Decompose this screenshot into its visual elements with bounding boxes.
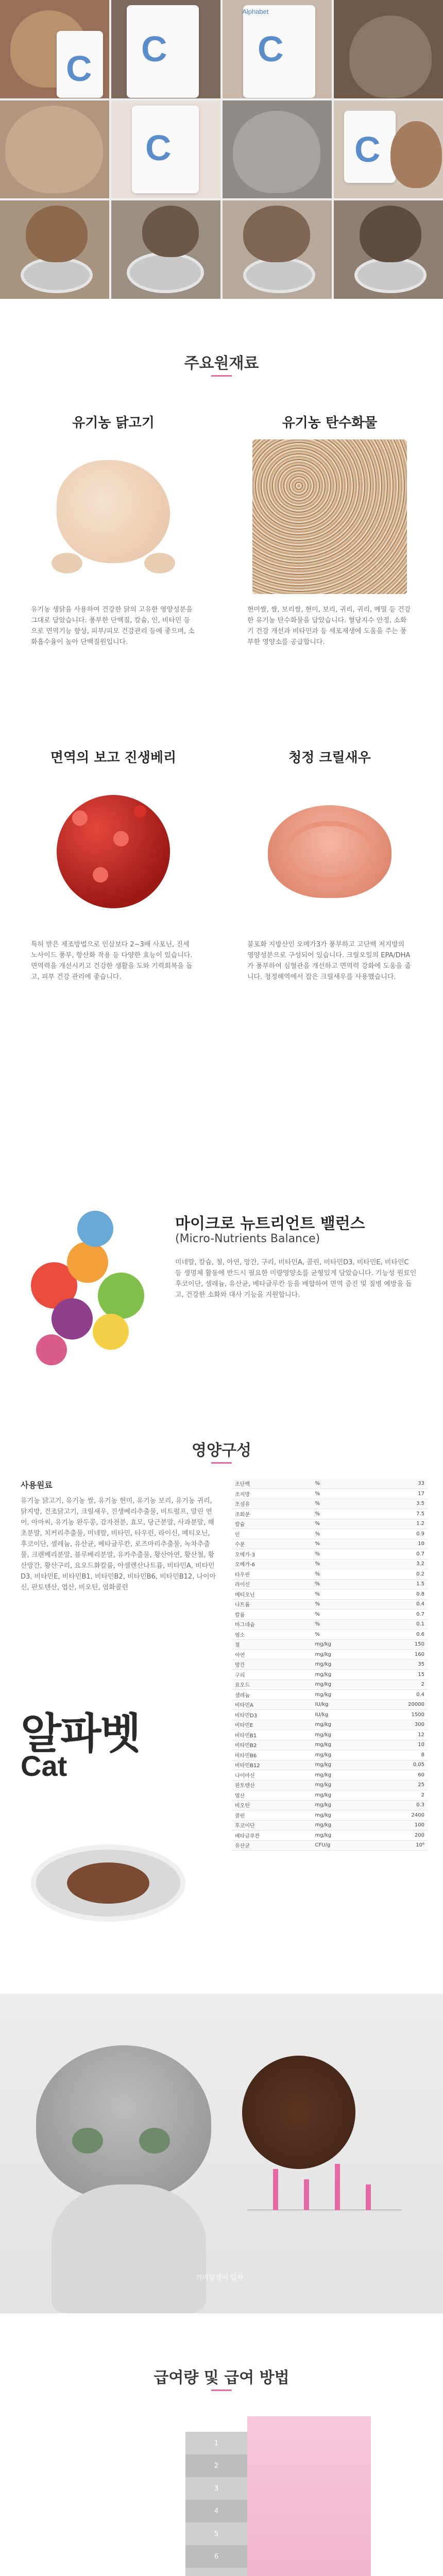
nutrient-unit: mg/kg: [312, 1750, 370, 1760]
nutrient-name: 비오틴: [232, 1800, 312, 1810]
nutrient-unit: %: [312, 1579, 370, 1589]
nutrient-name: 유산균: [232, 1840, 312, 1851]
nutrient-value: 10⁶: [370, 1840, 428, 1851]
nutrition-row: [232, 1639, 428, 1650]
nutrient-value: 7.5: [370, 1509, 428, 1519]
nutrient-value: 0.8: [370, 1589, 428, 1600]
grains-image: [252, 439, 407, 594]
nutrient-name: 오메가-6: [232, 1559, 312, 1569]
nutrient-unit: %: [312, 1630, 370, 1640]
weight-row: 5: [185, 2522, 247, 2545]
nutrient-name: 엽산: [232, 1790, 312, 1801]
nutrient-name: 콜린: [232, 1810, 312, 1821]
nutrient-unit: mg/kg: [312, 1800, 370, 1810]
weight-row: 3: [185, 2477, 247, 2500]
nutrient-name: 셀레늄: [232, 1690, 312, 1700]
nutrition-row: [232, 1740, 428, 1750]
nutrition-row: [232, 1790, 428, 1801]
nutrient-name: 칼륨: [232, 1609, 312, 1620]
nutrient-unit: mg/kg: [312, 1760, 370, 1770]
nutrition-row: [232, 1690, 428, 1700]
nutrient-value: 1500: [370, 1710, 428, 1720]
nutrition-row: [232, 1710, 428, 1720]
photo-cat-on-bag: [0, 0, 109, 98]
nutrient-name: 비타민A: [232, 1700, 312, 1710]
feeding-weight-scale: [185, 2432, 247, 2576]
photo-bag-right: C Alphabet: [223, 0, 332, 98]
kibble-label: 기미알갱이 입자: [196, 2274, 244, 2282]
weight-row: 4: [185, 2500, 247, 2522]
nutrient-name: 오메가-3: [232, 1549, 312, 1560]
nutrition-row: [232, 1810, 428, 1821]
nutrition-row: [232, 1670, 428, 1680]
photo-cat-tabby: [0, 100, 109, 199]
nutrient-value: 0.9: [370, 1529, 428, 1539]
nutrient-unit: %: [312, 1489, 370, 1499]
nutrition-row: [232, 1569, 428, 1580]
ingredients-title-underline: [211, 375, 232, 377]
nutrient-value: 20000: [370, 1700, 428, 1710]
nutrition-row: [232, 1730, 428, 1740]
weight-row: 2: [185, 2454, 247, 2477]
nutrition-row: [232, 1680, 428, 1690]
feeding-title-underline: [211, 2389, 232, 2391]
nutrient-name: 조단백: [232, 1479, 312, 1489]
photo-cat-eating-4: [334, 200, 443, 299]
nutrient-unit: mg/kg: [312, 1659, 370, 1670]
nutrition-title-underline: [211, 1462, 232, 1464]
ingredient-carbs: [237, 412, 422, 648]
nutrition-row: [232, 1499, 428, 1509]
nutrient-name: 망간: [232, 1659, 312, 1670]
nutrient-value: 0.6: [370, 1630, 428, 1640]
micro-desc: 미네랄, 칼슘, 철, 아연, 망간, 구리, 비타민A, 콜린, 비타민D3, 비타민E, 비타민C 등 생명체 활동에 반드시 필요한 미량영양소를 균형있게 담았습니다. 기능성 원료인 후코이단, 셀레늄, 유산균, 베타글루칸 등을 배합하여 면역 증진 및 질병 예방을 돕고, 건강한 소화와 대사 기능을 지원합니다.: [175, 1259, 417, 1299]
nutrition-row: [232, 1519, 428, 1529]
nutrition-row: [232, 1720, 428, 1730]
ingredient-name: 면역의 보고 진생베리: [50, 750, 177, 766]
raw-materials-title: 사용원료: [21, 1480, 53, 1490]
nutrient-unit: mg/kg: [312, 1740, 370, 1750]
nutrition-row: [232, 1599, 428, 1609]
ginseng-berry-image: [36, 774, 191, 929]
nutrient-name: 조섬유: [232, 1499, 312, 1509]
nutrient-value: 10: [370, 1539, 428, 1549]
nutrition-row: [232, 1760, 428, 1770]
gray-cat-image: [21, 2014, 237, 2313]
nutrient-name: 수분: [232, 1539, 312, 1549]
nutrition-row: [232, 1619, 428, 1630]
photo-cat-eating-1: [0, 200, 109, 299]
weight-row: [185, 2568, 247, 2576]
nutrition-row: [232, 1579, 428, 1589]
nutrient-name: 라이신: [232, 1579, 312, 1589]
ingredient-desc: 유기농 생닭을 사용하여 건강한 닭의 고유한 영양성분을 그대로 담았습니다. 풍부한 단백질, 칼슘, 인, 비타민 등으로 면역기능 향상, 피부/피모 건강관리 등에 좋으며, 소화흡수율이 높아 단백질원입니다.: [31, 606, 195, 646]
nutrient-value: 100: [370, 1820, 428, 1831]
nutrient-name: 조지방: [232, 1489, 312, 1499]
nutrition-row: [232, 1549, 428, 1560]
photo-bag-left: [111, 0, 220, 98]
nutrition-row: [232, 1609, 428, 1620]
nutrient-name: 조회분: [232, 1509, 312, 1519]
nutrient-value: 3.2: [370, 1559, 428, 1569]
nutrition-row: [232, 1529, 428, 1539]
nutrient-unit: mg/kg: [312, 1650, 370, 1660]
nutrient-value: 150: [370, 1639, 428, 1650]
photo-cat-face: [334, 0, 443, 98]
nutrition-row: [232, 1489, 428, 1499]
kibble-size-chart: [242, 2128, 412, 2231]
ingredient-desc: 현미쌀, 쌀, 보리쌀, 현미, 보리, 귀리, 귀리, 메밀 등 건강한 유기농 탄수화물을 담았습니다. 혈당지수 안정, 소화기 건강 개선과 비타민과 등 세포재생에 도움을 주는 풍부한 영양소를 공급합니다.: [247, 606, 411, 646]
nutrient-unit: mg/kg: [312, 1780, 370, 1790]
nutrient-unit: %: [312, 1599, 370, 1609]
nutrient-value: 10: [370, 1740, 428, 1750]
nutrient-name: 비타민B1: [232, 1730, 312, 1740]
micro-title: 마이크로 뉴트리언트 밸런스: [175, 1215, 365, 1233]
micro-subtitle: (Micro-Nutrients Balance): [175, 1232, 320, 1245]
cat-kibble-section: [0, 1994, 443, 2313]
nutrient-value: 25: [370, 1780, 428, 1790]
weight-row: 6: [185, 2545, 247, 2568]
raw-materials: [21, 1479, 216, 1593]
nutrient-value: 12: [370, 1730, 428, 1740]
nutrient-value: 3.5: [370, 1499, 428, 1509]
nutrient-name: 비타민D3: [232, 1710, 312, 1720]
nutrient-unit: %: [312, 1509, 370, 1519]
nutrient-value: 8: [370, 1750, 428, 1760]
nutrient-unit: mg/kg: [312, 1690, 370, 1700]
nutrient-value: 0.1: [370, 1619, 428, 1630]
nutrient-name: 아연: [232, 1650, 312, 1660]
raw-materials-text: 유기농 닭고기, 유기농 쌀, 유기농 현미, 유기농 보리, 유기농 귀리, 닭지방, 건조닭고기, 크릴새우, 진생베리추출물, 비트펄프, 말린 연어, 아마씨, 유기농 완두콩, 감자전분, 효모, 당근분말, 사과분말, 해초분말, 치커리추출물, 미네랄, 비타민, 타우린, 라이신, 메티오닌, 후코이단, 셀레늄, 유산균, 베타글루칸, 로즈마리추출물, 녹차추출물, 크랜베리분말, 블루베리분말, 유카추출물, 황산아연, 황산철, 황산망간, 황산구리, 요오드화칼륨, 아셀렌산나트륨, 비타민A, 비타민D3, 비타민E, 비타민B1, 비타민B2, 비타민B6, 비타민B12, 나이아신, 판토텐산, 엽산, 비오틴, 염화콜린: [21, 1497, 216, 1591]
nutrient-unit: %: [312, 1479, 370, 1489]
ingredient-desc: 불포화 지방산인 오메가3가 풍부하고 고단백 저지방의 영양성분으로 구성되어 있습니다. 크릴오일의 EPA/DHA가 풍부하여 심혈관을 개선하고 면역력 강화에 도움을 줍니다. 청정해역에서 잡은 크릴새우를 사용했습니다.: [247, 941, 411, 981]
nutrition-table: [232, 1479, 428, 1851]
nutrition-row: [232, 1831, 428, 1841]
nutrition-row: [232, 1800, 428, 1810]
nutrient-value: 2: [370, 1680, 428, 1690]
nutrient-unit: mg/kg: [312, 1810, 370, 1821]
nutrient-unit: mg/kg: [312, 1730, 370, 1740]
nutrition-row: [232, 1780, 428, 1790]
fruits-vegetables-image: [21, 1200, 165, 1376]
nutrient-unit: %: [312, 1549, 370, 1560]
feeding-pink-panel: [247, 2416, 371, 2576]
product-photo-grid: [0, 0, 443, 299]
photo-cat-gray: [223, 100, 332, 199]
nutrition-row: [232, 1650, 428, 1660]
photo-cat-eating-3: [223, 200, 332, 299]
nutrient-name: 후코이단: [232, 1820, 312, 1831]
brand-name-english: Cat: [21, 1750, 67, 1782]
nutrition-row: [232, 1539, 428, 1549]
nutrient-unit: mg/kg: [312, 1680, 370, 1690]
ingredient-desc: 특허 받은 제조방법으로 인삼보다 2~3배 사포닌, 진세노사이드 풍부, 항산화 작용 등 다양한 효능이 있습니다. 면역력을 개선시키고 건강한 생활을 도와 기력회복을 돕고, 피부 건강 관리에 좋습니다.: [31, 941, 193, 981]
photo-bag-front: [111, 100, 220, 199]
nutrient-value: 0.05: [370, 1760, 428, 1770]
nutrient-value: 35: [370, 1659, 428, 1670]
nutrient-name: 인: [232, 1529, 312, 1539]
nutrient-name: 구리: [232, 1670, 312, 1680]
krill-image: [252, 774, 407, 929]
nutrition-row: [232, 1840, 428, 1851]
nutrient-unit: %: [312, 1589, 370, 1600]
nutrient-value: 0.3: [370, 1800, 428, 1810]
nutrient-unit: mg/kg: [312, 1820, 370, 1831]
nutrient-value: 1.2: [370, 1519, 428, 1529]
nutrient-unit: %: [312, 1499, 370, 1509]
nutrient-unit: %: [312, 1519, 370, 1529]
nutrition-row: [232, 1589, 428, 1600]
chicken-image: [36, 439, 191, 594]
nutrition-row: [232, 1479, 428, 1489]
nutrition-row: [232, 1509, 428, 1519]
nutrient-name: 타우린: [232, 1569, 312, 1580]
ingredient-chicken: [21, 412, 206, 648]
nutrient-name: 나이아신: [232, 1770, 312, 1781]
nutrient-value: 0.2: [370, 1569, 428, 1580]
nutrient-value: 0.7: [370, 1549, 428, 1560]
nutrient-unit: %: [312, 1569, 370, 1580]
weight-row: 1: [185, 2432, 247, 2454]
nutrient-unit: %: [312, 1619, 370, 1630]
ingredients-title: 주요원재료: [184, 354, 259, 372]
nutrient-name: 비타민B12: [232, 1760, 312, 1770]
nutrient-unit: %: [312, 1529, 370, 1539]
nutrient-value: 0.4: [370, 1599, 428, 1609]
nutrition-row: [232, 1820, 428, 1831]
nutrition-row: [232, 1750, 428, 1760]
nutrient-unit: %: [312, 1609, 370, 1620]
nutrient-value: 2: [370, 1790, 428, 1801]
nutrition-row: [232, 1659, 428, 1670]
nutrient-name: 비타민B6: [232, 1750, 312, 1760]
nutrient-name: 비타민B2: [232, 1740, 312, 1750]
nutrition-row: [232, 1559, 428, 1569]
nutrient-value: 160: [370, 1650, 428, 1660]
nutrient-value: 200: [370, 1831, 428, 1841]
cat-bowl-image: [21, 1824, 196, 1947]
nutrient-name: 비타민E: [232, 1720, 312, 1730]
nutrient-unit: mg/kg: [312, 1831, 370, 1841]
nutrient-unit: %: [312, 1559, 370, 1569]
photo-cat-eating-2: [111, 200, 220, 299]
nutrient-value: 0.4: [370, 1690, 428, 1700]
nutrient-value: 2400: [370, 1810, 428, 1821]
nutrient-value: 15: [370, 1670, 428, 1680]
nutrient-unit: IU/kg: [312, 1700, 370, 1710]
nutrient-value: 33: [370, 1479, 428, 1489]
nutrient-name: 칼슘: [232, 1519, 312, 1529]
nutrient-unit: mg/kg: [312, 1670, 370, 1680]
nutrition-row: [232, 1630, 428, 1640]
nutrient-unit: IU/kg: [312, 1710, 370, 1720]
micro-nutrients-section: [21, 1200, 422, 1386]
nutrition-row: [232, 1770, 428, 1781]
ingredient-name: 유기농 탄수화물: [282, 415, 378, 431]
nutrition-row: [232, 1700, 428, 1710]
feeding-title: 급여량 및 급여 방법: [154, 2369, 289, 2387]
nutrient-name: 판토텐산: [232, 1780, 312, 1790]
ingredient-name: 유기농 닭고기: [72, 415, 155, 431]
nutrient-name: 요오드: [232, 1680, 312, 1690]
nutrient-unit: mg/kg: [312, 1770, 370, 1781]
nutrient-value: 60: [370, 1770, 428, 1781]
nutrition-title: 영양구성: [192, 1442, 251, 1460]
nutrient-value: 0.7: [370, 1609, 428, 1620]
nutrient-value: 17: [370, 1489, 428, 1499]
ingredient-ginseng-berry: [21, 747, 206, 982]
nutrient-unit: %: [312, 1539, 370, 1549]
nutrient-value: 1.5: [370, 1579, 428, 1589]
nutrient-name: 나트륨: [232, 1599, 312, 1609]
nutrient-unit: mg/kg: [312, 1790, 370, 1801]
nutrient-name: 철: [232, 1639, 312, 1650]
nutrient-unit: mg/kg: [312, 1720, 370, 1730]
ingredient-krill: [237, 747, 422, 982]
nutrient-unit: CFU/g: [312, 1840, 370, 1851]
nutrient-name: 염소: [232, 1630, 312, 1640]
nutrient-unit: mg/kg: [312, 1639, 370, 1650]
nutrient-name: 마그네슘: [232, 1619, 312, 1630]
nutrient-value: 300: [370, 1720, 428, 1730]
brand-name-korean: 알파벳: [21, 1710, 140, 1757]
photo-cat-and-bag: [334, 100, 443, 199]
ingredient-name: 청정 크릴새우: [288, 750, 371, 766]
nutrient-name: 메티오닌: [232, 1589, 312, 1600]
nutrient-name: 베타글루칸: [232, 1831, 312, 1841]
